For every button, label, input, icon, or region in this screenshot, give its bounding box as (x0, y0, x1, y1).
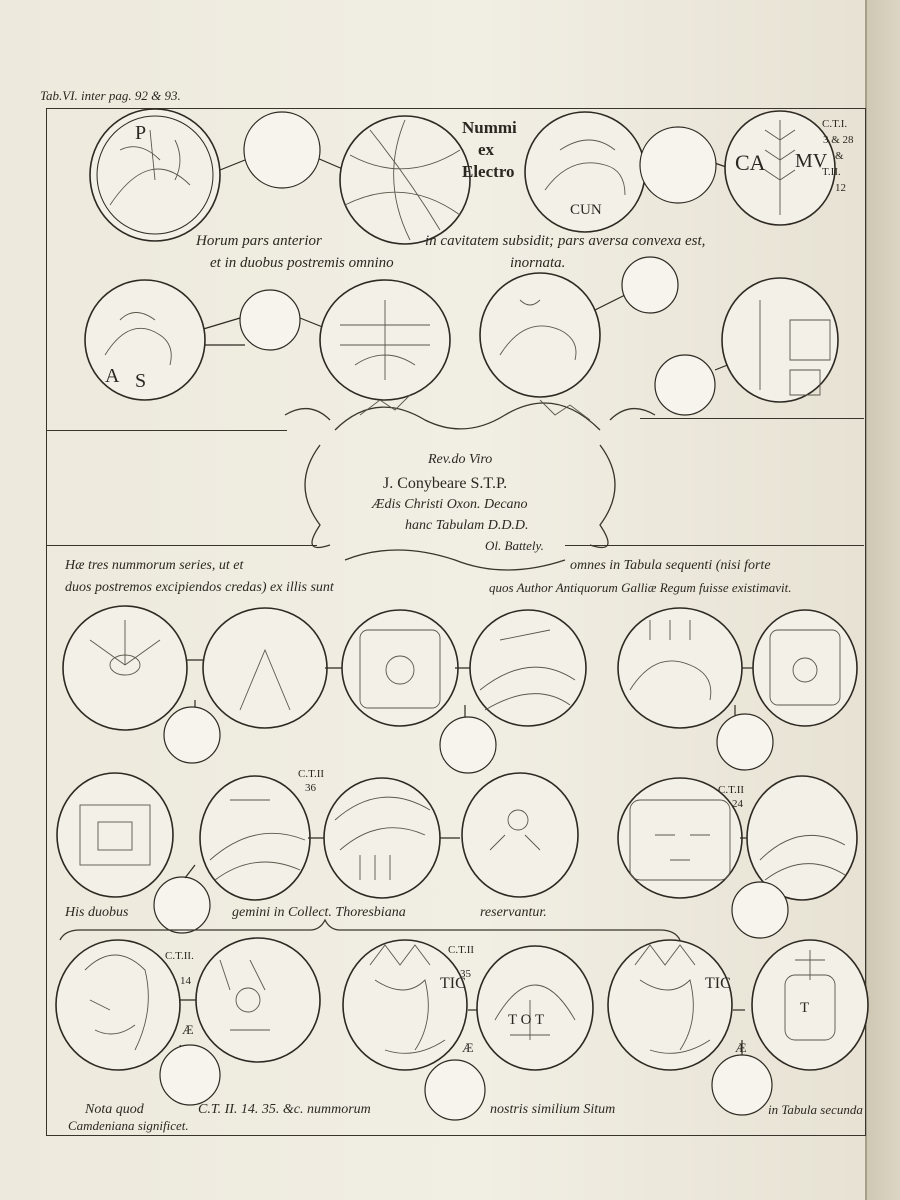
metal-mark: Æ (182, 1022, 194, 1037)
plate-header: Tab.VI. inter pag. 92 & 93. (40, 88, 181, 103)
ref-label: & (835, 150, 844, 162)
ref-label: 3 & 28 (823, 134, 854, 146)
plate-title-line-2: ex (478, 140, 495, 159)
coin-legend: P (135, 122, 147, 144)
footer-note-line: Nota quod (85, 1102, 144, 1117)
coin-legend: T (800, 1000, 810, 1016)
coin-row-3 (63, 606, 857, 773)
footer-note-line: in Tabula secunda (768, 1102, 863, 1117)
brace (60, 920, 680, 940)
ref-label: C.T.II (448, 944, 475, 956)
dedication-line: hanc Tabulam D.D.D. (405, 518, 529, 533)
coin-row-2 (85, 257, 838, 415)
caption-line: Horum pars anterior (196, 233, 322, 249)
metal-mark: Æ (735, 1040, 747, 1055)
caption-line: inornata. (510, 255, 566, 271)
thoresby-note-line: gemini in Collect. Thoresbiana (232, 905, 406, 920)
ref-label: T.II. (822, 166, 841, 178)
ref-label: 24 (732, 798, 743, 810)
plate-title-line-1: Nummi (462, 118, 517, 137)
ref-label: C.T.II (718, 784, 745, 796)
dedication-line: Rev.do Viro (428, 452, 493, 467)
caption-line: in cavitatem subsidit; pars aversa convexa est, (425, 233, 706, 249)
series-note-line: duos postremos excipiendos credas) ex illis sunt (65, 580, 334, 595)
coin-legend: S (135, 370, 147, 392)
ref-label: 35 (460, 968, 471, 980)
ref-label: C.T.II. (165, 950, 194, 962)
coin-legend: CA (735, 150, 766, 175)
metal-mark: Æ (462, 1040, 474, 1055)
footer-note-line: nostris similium Situm (490, 1102, 616, 1117)
coin-legend: A (105, 365, 120, 387)
footer-note-line: C.T. II. 14. 35. &c. nummorum (198, 1102, 371, 1117)
plate-title-line-3: Electro (462, 162, 515, 181)
ref-label: 12 (835, 182, 846, 194)
coin-legend: MV (795, 150, 828, 172)
caption-line: et in duobus postremis omnino (210, 255, 394, 271)
coin-row-5 (56, 938, 868, 1120)
series-note-line: omnes in Tabula sequenti (nisi forte (570, 558, 771, 573)
coin-legend: TIC (440, 975, 466, 992)
dedication-name: J. Conybeare S.T.P. (383, 475, 508, 492)
footer-note-line: Camdeniana significet. (68, 1118, 189, 1133)
dedication-line: Ædis Christi Oxon. Decano (372, 497, 528, 512)
series-note-line: Hæ tres nummorum series, ut et (65, 558, 244, 573)
coin-legend: TIC (705, 975, 731, 992)
dedication-signature: Ol. Battely. (485, 538, 544, 553)
thoresby-note-line: reservantur. (480, 905, 547, 920)
coin-legend: T O T (508, 1012, 545, 1028)
ref-label: 14 (180, 975, 191, 987)
thoresby-note-line: His duobus (65, 905, 129, 920)
ref-label: 36 (305, 782, 316, 794)
ref-label: C.T.II (298, 768, 325, 780)
coin-legend: CUN (570, 202, 602, 218)
ref-label: C.T.I. (822, 118, 848, 130)
series-note-line: quos Author Antiquorum Galliæ Regum fuisse existimavit. (489, 580, 792, 595)
